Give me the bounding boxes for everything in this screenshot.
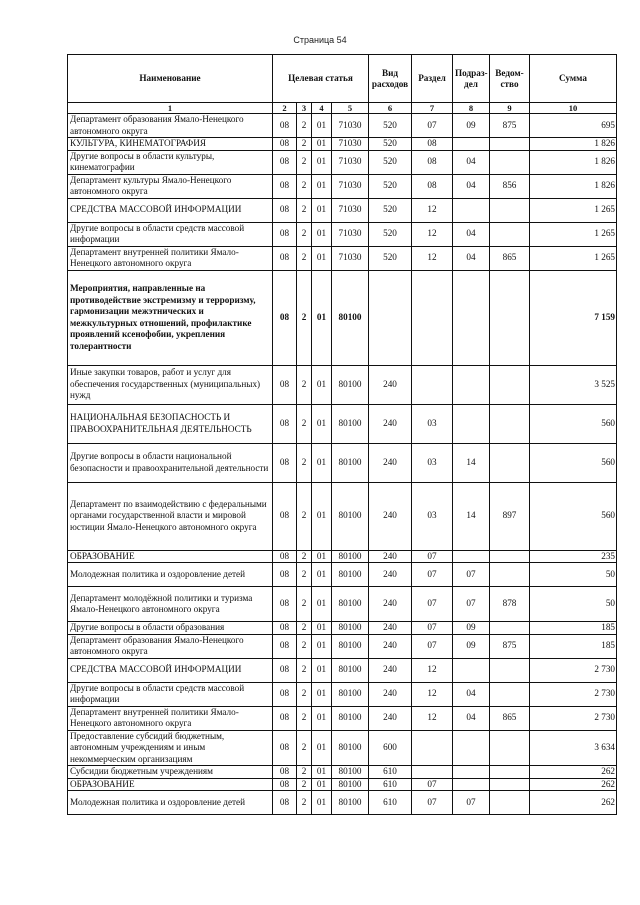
table-cell-subsection [453,550,490,563]
table-cell-name: Департамент молодёжной политики и туризма Ямало-Ненецкого автономного округа [68,587,273,622]
table-cell-target-2: 2 [297,222,312,246]
table-cell-target-3: 01 [312,682,332,706]
table-cell-target-2: 2 [297,622,312,635]
table-cell-expense-type: 240 [369,563,412,587]
table-row [68,443,617,482]
table-cell-target-1: 08 [273,222,297,246]
table-cell-target-1: 08 [273,791,297,815]
col-number: 3 [297,103,312,114]
table-cell-subsection: 07 [453,791,490,815]
table-cell-target-4: 80100 [332,365,369,404]
table-cell-target-3: 01 [312,222,332,246]
col-number: 8 [453,103,490,114]
table-cell-target-2: 2 [297,138,312,151]
col-number: 9 [490,103,530,114]
table-cell-subsection: 07 [453,563,490,587]
header-sum: Сумма [530,55,617,103]
table-cell-target-3: 01 [312,150,332,174]
table-cell-target-3: 01 [312,563,332,587]
table-cell-expense-type: 240 [369,682,412,706]
table-cell-target-1: 08 [273,114,297,138]
table-cell-name: Департамент внутренней политики Ямало-Ненецкого автономного округа [68,246,273,270]
table-cell-name: СРЕДСТВА МАССОВОЙ ИНФОРМАЦИИ [68,198,273,222]
table-cell-target-1: 08 [273,150,297,174]
table-cell-sum: 185 [530,634,617,658]
table-cell-target-3: 01 [312,443,332,482]
table-cell-section: 07 [412,563,453,587]
table-cell-subsection: 14 [453,482,490,550]
table-cell-target-4: 80100 [332,563,369,587]
table-cell-name: Другие вопросы в области образования [68,622,273,635]
table-cell-section: 12 [412,246,453,270]
table-cell-name: КУЛЬТУРА, КИНЕМАТОГРАФИЯ [68,138,273,151]
table-cell-target-1: 08 [273,550,297,563]
table-row [68,270,617,365]
table-cell-sum: 3 634 [530,730,617,766]
table-cell-sum: 2 730 [530,658,617,682]
table-cell-target-4: 71030 [332,150,369,174]
table-cell-target-1: 08 [273,730,297,766]
table-cell-subsection: 07 [453,587,490,622]
table-cell-section: 07 [412,778,453,791]
table-cell-target-4: 71030 [332,222,369,246]
table-cell-target-2: 2 [297,174,312,198]
table-cell-target-1: 08 [273,174,297,198]
table-row [68,778,617,791]
table-cell-subsection: 09 [453,634,490,658]
table-cell-sum: 262 [530,778,617,791]
table-cell-target-2: 2 [297,443,312,482]
table-cell-department [490,550,530,563]
table-cell-target-1: 08 [273,682,297,706]
table-cell-sum: 50 [530,587,617,622]
table-row [68,138,617,151]
table-cell-department [490,404,530,443]
table-row [68,563,617,587]
table-cell-target-4: 71030 [332,198,369,222]
col-number: 7 [412,103,453,114]
table-cell-section: 12 [412,198,453,222]
table-cell-target-4: 80100 [332,482,369,550]
table-cell-target-3: 01 [312,198,332,222]
table-cell-section [412,730,453,766]
table-cell-sum: 262 [530,791,617,815]
table-cell-target-4: 80100 [332,766,369,779]
table-cell-section: 07 [412,791,453,815]
table-cell-expense-type: 240 [369,482,412,550]
table-cell-name: Другие вопросы в области культуры, кинематографии [68,150,273,174]
table-cell-target-1: 08 [273,198,297,222]
table-cell-sum: 235 [530,550,617,563]
table-row [68,222,617,246]
table-cell-expense-type: 520 [369,198,412,222]
table-cell-section [412,270,453,365]
table-cell-name: Иные закупки товаров, работ и услуг для обеспечения государственных (муниципальных) нужд [68,365,273,404]
col-number: 1 [68,103,273,114]
table-cell-name: Другие вопросы в области средств массовой информации [68,222,273,246]
table-cell-department [490,778,530,791]
table-cell-subsection [453,730,490,766]
page-number-label: Страница 54 [293,35,347,45]
table-cell-target-3: 01 [312,482,332,550]
table-cell-name: Департамент культуры Ямало-Ненецкого автономного округа [68,174,273,198]
table-cell-target-3: 01 [312,587,332,622]
table-cell-target-4: 80100 [332,730,369,766]
table-cell-target-2: 2 [297,587,312,622]
header-department: Ведом-ство [490,55,530,103]
table-cell-expense-type: 610 [369,766,412,779]
table-cell-subsection: 04 [453,150,490,174]
table-cell-subsection: 04 [453,682,490,706]
table-cell-expense-type: 520 [369,114,412,138]
table-row [68,150,617,174]
table-cell-department [490,150,530,174]
table-cell-expense-type: 240 [369,634,412,658]
table-cell-target-4: 80100 [332,550,369,563]
table-cell-department: 875 [490,114,530,138]
table-cell-department [490,658,530,682]
table-cell-target-1: 08 [273,706,297,730]
table-cell-subsection: 14 [453,443,490,482]
table-cell-sum: 185 [530,622,617,635]
table-cell-section: 08 [412,174,453,198]
table-cell-name: Предоставление субсидий бюджетным, автономным учреждениям и иным некоммерческим организациям [68,730,273,766]
table-cell-target-1: 08 [273,138,297,151]
table-row [68,658,617,682]
table-cell-target-4: 80100 [332,682,369,706]
table-cell-expense-type: 520 [369,150,412,174]
table-cell-expense-type [369,270,412,365]
col-number: 10 [530,103,617,114]
table-cell-department [490,270,530,365]
table-cell-subsection: 04 [453,706,490,730]
table-cell-section [412,365,453,404]
table-cell-subsection [453,138,490,151]
table-cell-sum: 262 [530,766,617,779]
table-cell-department [490,791,530,815]
table-cell-target-3: 01 [312,246,332,270]
table-row [68,730,617,766]
table-cell-department [490,222,530,246]
table-cell-target-1: 08 [273,778,297,791]
table-cell-target-3: 01 [312,270,332,365]
table-cell-target-3: 01 [312,730,332,766]
table-cell-subsection: 04 [453,222,490,246]
table-cell-section: 07 [412,587,453,622]
table-cell-department [490,622,530,635]
table-cell-subsection: 04 [453,246,490,270]
table-cell-target-3: 01 [312,404,332,443]
table-cell-expense-type: 520 [369,138,412,151]
table-cell-target-1: 08 [273,482,297,550]
table-cell-department: 875 [490,634,530,658]
table-cell-section: 12 [412,222,453,246]
table-cell-sum: 7 159 [530,270,617,365]
table-cell-name: Департамент образования Ямало-Ненецкого автономного округа [68,634,273,658]
table-cell-target-4: 80100 [332,634,369,658]
table-cell-name: ОБРАЗОВАНИЕ [68,550,273,563]
table-cell-sum: 3 525 [530,365,617,404]
table-cell-target-4: 80100 [332,587,369,622]
table-cell-expense-type: 240 [369,443,412,482]
table-cell-sum: 1 265 [530,222,617,246]
col-number: 2 [273,103,297,114]
table-cell-name: Субсидии бюджетным учреждениям [68,766,273,779]
table-cell-name: Молодежная политика и оздоровление детей [68,791,273,815]
table-row [68,365,617,404]
budget-table [67,54,617,815]
table-cell-target-4: 80100 [332,404,369,443]
table-cell-sum: 1 826 [530,174,617,198]
table-cell-target-4: 80100 [332,778,369,791]
table-cell-section: 07 [412,114,453,138]
table-cell-expense-type: 520 [369,174,412,198]
table-cell-department [490,766,530,779]
table-cell-target-4: 80100 [332,706,369,730]
table-cell-department [490,365,530,404]
table-cell-section: 07 [412,550,453,563]
table-cell-section: 12 [412,682,453,706]
table-cell-target-1: 08 [273,622,297,635]
table-body [68,114,617,815]
table-row [68,791,617,815]
table-cell-section [412,766,453,779]
table-cell-expense-type: 240 [369,622,412,635]
table-cell-target-4: 80100 [332,622,369,635]
header-subsection: Подраз-дел [453,55,490,103]
table-cell-department [490,443,530,482]
table-cell-target-3: 01 [312,766,332,779]
table-cell-department [490,198,530,222]
table-cell-target-3: 01 [312,114,332,138]
table-cell-sum: 560 [530,482,617,550]
table-cell-sum: 560 [530,443,617,482]
table-cell-target-1: 08 [273,658,297,682]
table-cell-target-3: 01 [312,138,332,151]
col-number: 6 [369,103,412,114]
table-cell-target-2: 2 [297,563,312,587]
table-cell-sum: 560 [530,404,617,443]
header-name: Наименование [68,55,273,103]
table-row [68,706,617,730]
table-cell-target-1: 08 [273,634,297,658]
table-cell-target-1: 08 [273,404,297,443]
table-cell-target-4: 71030 [332,246,369,270]
table-row [68,174,617,198]
column-number-row [68,103,617,114]
table-cell-target-1: 08 [273,563,297,587]
table-cell-name: Другие вопросы в области средств массовой информации [68,682,273,706]
table-cell-target-4: 71030 [332,138,369,151]
table-cell-department [490,730,530,766]
table-cell-section: 12 [412,658,453,682]
header-section: Раздел [412,55,453,103]
table-cell-department: 865 [490,246,530,270]
table-row [68,114,617,138]
header-expense-type: Вид расходов [369,55,412,103]
table-cell-target-4: 80100 [332,443,369,482]
table-cell-target-4: 80100 [332,791,369,815]
table-cell-department: 856 [490,174,530,198]
table-cell-expense-type: 240 [369,404,412,443]
table-cell-subsection [453,365,490,404]
table-cell-subsection [453,766,490,779]
table-row [68,482,617,550]
table-cell-section: 03 [412,482,453,550]
table-cell-target-4: 80100 [332,658,369,682]
table-cell-expense-type: 610 [369,791,412,815]
table-cell-target-2: 2 [297,270,312,365]
table-cell-expense-type: 520 [369,246,412,270]
table-cell-sum: 1 826 [530,150,617,174]
table-cell-sum: 2 730 [530,682,617,706]
table-row [68,634,617,658]
table-cell-sum: 695 [530,114,617,138]
table-cell-expense-type: 610 [369,778,412,791]
table-cell-target-2: 2 [297,114,312,138]
table-cell-target-3: 01 [312,550,332,563]
table-cell-target-4: 71030 [332,174,369,198]
table-cell-target-4: 71030 [332,114,369,138]
table-row [68,622,617,635]
table-row [68,198,617,222]
table-cell-section: 03 [412,443,453,482]
table-cell-target-1: 08 [273,443,297,482]
table-cell-target-1: 08 [273,587,297,622]
table-cell-target-2: 2 [297,766,312,779]
table-cell-subsection [453,658,490,682]
table-cell-target-1: 08 [273,365,297,404]
table-cell-target-1: 08 [273,270,297,365]
table-cell-section: 08 [412,138,453,151]
table-cell-subsection: 09 [453,114,490,138]
table-cell-expense-type: 240 [369,587,412,622]
table-cell-target-2: 2 [297,682,312,706]
table-cell-name: Департамент по взаимодействию с федеральными органами государственной власти и мировой юстиции Ямало-Ненецкого автономного округа [68,482,273,550]
table-cell-target-2: 2 [297,198,312,222]
table-cell-department: 878 [490,587,530,622]
table-cell-target-2: 2 [297,658,312,682]
table-cell-target-2: 2 [297,150,312,174]
table-cell-sum: 1 265 [530,246,617,270]
table-cell-name: НАЦИОНАЛЬНАЯ БЕЗОПАСНОСТЬ И ПРАВООХРАНИТЕЛЬНАЯ ДЕЯТЕЛЬНОСТЬ [68,404,273,443]
table-cell-target-3: 01 [312,622,332,635]
table-cell-expense-type: 240 [369,550,412,563]
table-cell-target-3: 01 [312,365,332,404]
table-cell-target-3: 01 [312,634,332,658]
table-row [68,550,617,563]
table-cell-subsection [453,778,490,791]
table-cell-name: Мероприятия, направленные на противодействие экстремизму и терроризму, гармонизации межэтнических и межкультурных отношений, профилактике проявлений ксенофобии, укрепления толерантности [68,270,273,365]
table-cell-name: ОБРАЗОВАНИЕ [68,778,273,791]
header-row [68,55,617,103]
table-cell-name: СРЕДСТВА МАССОВОЙ ИНФОРМАЦИИ [68,658,273,682]
table-cell-expense-type: 240 [369,706,412,730]
table-cell-subsection [453,270,490,365]
table-row [68,682,617,706]
table-cell-subsection: 09 [453,622,490,635]
table-cell-target-3: 01 [312,791,332,815]
table-cell-department: 897 [490,482,530,550]
table-cell-target-3: 01 [312,658,332,682]
table-cell-department: 865 [490,706,530,730]
table-row [68,587,617,622]
table-cell-target-2: 2 [297,706,312,730]
header-target-article: Целевая статья [273,55,369,103]
table-cell-target-2: 2 [297,778,312,791]
table-cell-subsection [453,198,490,222]
table-cell-department [490,682,530,706]
col-number: 4 [312,103,332,114]
table-cell-target-3: 01 [312,706,332,730]
table-cell-target-2: 2 [297,550,312,563]
table-cell-target-3: 01 [312,778,332,791]
table-cell-sum: 1 265 [530,198,617,222]
table-row [68,404,617,443]
table-cell-name: Департамент внутренней политики Ямало-Ненецкого автономного округа [68,706,273,730]
table-cell-section: 12 [412,706,453,730]
table-cell-target-2: 2 [297,404,312,443]
table-cell-target-2: 2 [297,730,312,766]
table-cell-target-1: 08 [273,246,297,270]
table-cell-section: 03 [412,404,453,443]
table-cell-section: 07 [412,634,453,658]
table-cell-department [490,138,530,151]
table-cell-expense-type: 520 [369,222,412,246]
table-cell-name: Молодежная политика и оздоровление детей [68,563,273,587]
table-cell-section: 08 [412,150,453,174]
table-cell-target-2: 2 [297,791,312,815]
table-cell-target-2: 2 [297,634,312,658]
table-cell-target-2: 2 [297,482,312,550]
table-cell-sum: 50 [530,563,617,587]
table-cell-target-3: 01 [312,174,332,198]
table-row [68,246,617,270]
table-cell-target-4: 80100 [332,270,369,365]
table-cell-department [490,563,530,587]
table-cell-expense-type: 600 [369,730,412,766]
table-cell-sum: 1 826 [530,138,617,151]
table-cell-name: Департамент образования Ямало-Ненецкого автономного округа [68,114,273,138]
table-cell-expense-type: 240 [369,365,412,404]
table-cell-target-2: 2 [297,246,312,270]
table-cell-subsection: 04 [453,174,490,198]
col-number: 5 [332,103,369,114]
table-cell-subsection [453,404,490,443]
table-cell-target-1: 08 [273,766,297,779]
table-cell-section: 07 [412,622,453,635]
table-cell-target-2: 2 [297,365,312,404]
table-cell-sum: 2 730 [530,706,617,730]
table-cell-name: Другие вопросы в области национальной безопасности и правоохранительной деятельности [68,443,273,482]
table-row [68,766,617,779]
table-cell-expense-type: 240 [369,658,412,682]
